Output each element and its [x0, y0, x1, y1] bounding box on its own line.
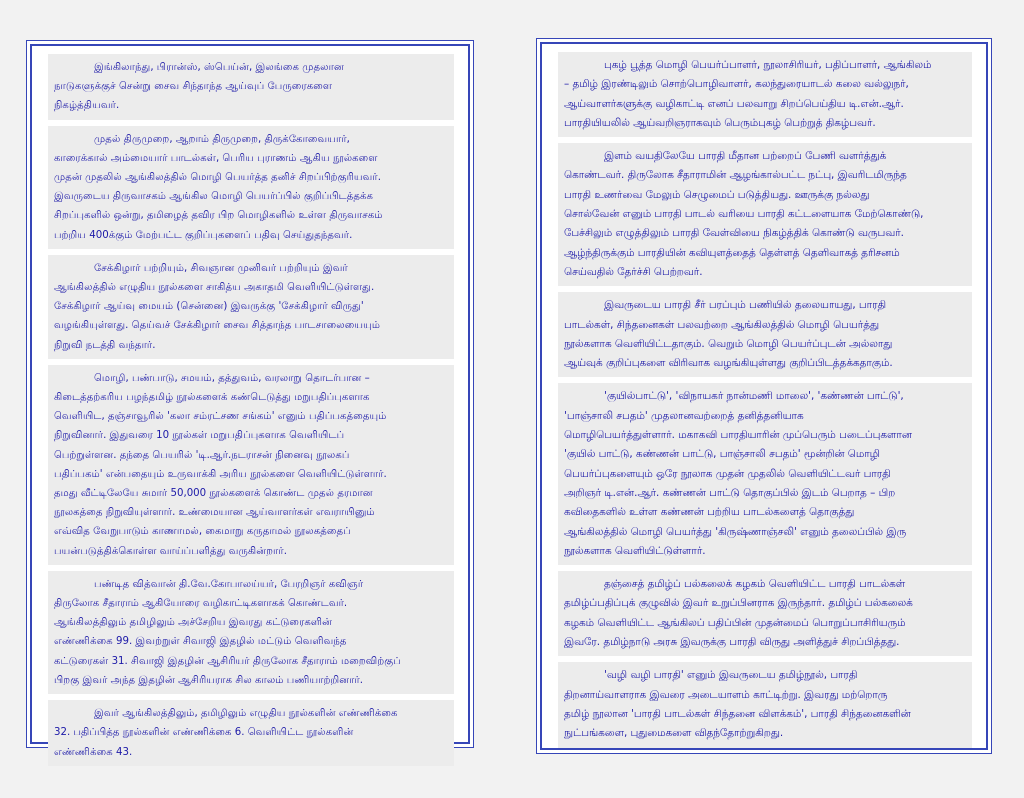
text-line: பண்டித வித்வான் தி.வே.கோபாலய்யர், பேரறிஞர் கவிஞர் [94, 578, 364, 590]
text-line: 'குயில்பாட்டு', 'விநாயகர் நான்மணி மாலை', 'கண்ணன் பாட்டு', [604, 390, 904, 403]
text-line: கவிதைகளில் உள்ள கண்ணன் பற்றிய பாடல்களைத் தொகுத்து [564, 506, 855, 519]
text-line: 'வழி வழி பாரதி' எனும் இவருடைய தமிழ்நூல், பாரதி [604, 669, 858, 682]
text-line: பேச்சிலும் எழுத்திலும் பாரதி வேள்வியை நிகழ்த்திக் கொண்டு வருபவர். [564, 227, 904, 240]
text-line: கொண்டவர். திருலோக சீதாராமின் ஆழங்கால்பட்ட நட்பு, இவரிடமிருந்த [564, 169, 907, 182]
text-line: – தமிழ் இரண்டிலும் சொற்பொழிவாளர், கலந்துரையாடல் கலை வல்லுநர், [564, 78, 909, 91]
text-line: இவரே. தமிழ்நாடு அரசு இவருக்கு பாரதி விருது அளித்துச் சிறப்பித்தது. [564, 636, 900, 649]
text-line: 'பாஞ்சாலி சபதம்' முதலானவற்றைத் தனித்தனியாக [564, 409, 804, 422]
text-line: கட்டுரைகள் 31. சிவாஜி இதழின் ஆசிரியர் திருலோக சீதாராம் மறைவிற்குப் [54, 655, 401, 667]
right-page-paragraphs [542, 44, 986, 748]
right-page [540, 42, 988, 750]
text-line: மொழி, பண்பாடு, சமயம், தத்துவம், வரலாறு தொடர்பான – [94, 372, 370, 384]
text-line: பயன்படுத்திக்கொள்ள வாய்ப்பளித்து வருகின்றார். [54, 545, 287, 557]
paragraph [48, 365, 454, 565]
text-line: கிடைத்தற்கரிய பழந்தமிழ் நூல்களைக் கண்டெடுத்து மறுபதிப்புகளாக [54, 392, 370, 404]
text-line: சிறப்புகளில் ஒன்று, தமிழைத் தவிர பிற மொழிகளில் உள்ள திருவாசகம் [54, 210, 383, 222]
text-line: நூல்களாக வெளியிட்டதாகும். வெறும் மொழி பெயர்ப்புடன் அல்லாது [564, 337, 893, 350]
text-line: முதன் முதலில் ஆங்கிலத்தில் மொழி பெயர்த்த தனிச் சிறப்பிற்குரியவர். [54, 172, 381, 184]
text-line: தமிழ் நூலான 'பாரதி பாடல்கள் சிந்தனை விளக்கம்', பாரதி சிந்தனைகளின் [564, 707, 911, 720]
text-line: மொழிபெயர்த்துள்ளார். மகாகவி பாரதியாரின் முப்பெரும் படைப்புகளான [564, 429, 912, 442]
text-line: நூலகத்தை நிறுவியுள்ளார். உண்மையான ஆய்வாளர்கள் எவராயினும் [54, 507, 375, 519]
text-line: இவருடைய பாரதி சீர் பரப்பும் பணியில் தலையாயது, பாரதி [604, 299, 886, 312]
text-line: பாரதி உணர்வை மேலும் செழுமைப் படுத்தியது. ஊருக்கு நல்லது [564, 188, 870, 201]
text-line: நாடுகளுக்குச் சென்று சைவ சிந்தாந்த ஆய்வுப் பேருரைகளை [54, 81, 333, 93]
text-line: எவ்வித வேறுபாடும் காணாமல், கைமாறு கருதாமல் நூலகத்தைப் [54, 526, 351, 538]
text-line: நிகழ்த்தியவர். [54, 100, 120, 112]
text-line: ஆழ்ந்திருக்கும் பாரதியின் கவியுளத்தைத் தெள்ளத் தெளிவாகத் தரிசனம் [564, 246, 900, 259]
text-line: இளம் வயதிலேயே பாரதி மீதான பற்றைப் பேணி வளர்த்துக் [604, 150, 887, 163]
text-line: நிறுவினார். இதுவரை 10 நூல்கள் மறுபதிப்புகளாக வெளியிடப் [54, 430, 345, 442]
text-line: திருலோக சீதாராம் ஆகியோரை வழிகாட்டிகளாகக் கொண்டவர். [54, 598, 348, 610]
text-line: எண்ணிக்கை 99. இவற்றுள் சிவாஜி இதழில் மட்டும் வெளிவந்த [54, 636, 347, 648]
left-page-paragraphs [32, 46, 468, 766]
paragraph [48, 255, 454, 359]
paragraph [48, 700, 454, 766]
text-line: இங்கிலாந்து, பிரான்ஸ், ஸ்பெய்ன், இலங்கை முதலான [94, 62, 344, 73]
text-line: பற்றிய 400க்கும் மேற்பட்ட குறிப்புகளைப் பதிவு செய்துதந்தவர். [54, 229, 353, 241]
text-line: ஆய்வுக் குறிப்புகளை விரிவாக வழங்கியுள்ளது குறிப்பிடத்தக்கதாகும். [564, 357, 893, 370]
text-line: வழங்கியுள்ளது. தெய்வச் சேக்கிழார் சைவ சித்தாந்த பாடசாலையையும் [54, 320, 381, 332]
text-line: நிறுவி நடத்தி வந்தார். [54, 339, 156, 351]
text-line: 32. பதிப்பித்த நூல்களின் எண்ணிக்கை 6. வெளியிட்ட நூல்களின் [54, 727, 354, 739]
text-line: இவர் ஆங்கிலத்திலும், தமிழிலும் எழுதிய நூல்களின் எண்ணிக்கை [94, 708, 398, 720]
text-line: ஆங்கிலத்தில் எழுதிய நூல்களை சாகித்ய அகாதமி வெளியிட்டுள்ளது. [54, 282, 375, 294]
paragraph [48, 126, 454, 249]
paragraph [48, 54, 454, 120]
text-line: பெயர்ப்புகளையும் ஒரே நூலாக முதன் முதலில் வெளியிட்டவர் பாரதி [564, 467, 891, 480]
text-line: பாரதியியலில் ஆய்வறிஞராகவும் பெரும்புகழ் பெற்றுத் திகழ்பவர். [564, 116, 876, 129]
text-line: தமிழ்ப்பதிப்புக் குழுவில் இவர் உறுப்பினராக இருந்தார். தமிழ்ப் பல்கலைக் [564, 597, 913, 610]
text-line: தமது வீட்டிலேயே சுமார் 50,000 நூல்களைக் கொண்ட முதல் தரமான [54, 488, 373, 500]
paragraph [558, 662, 972, 747]
text-line: அறிஞர் டி.என்.ஆர். கண்ணன் பாட்டு தொகுப்பில் இடம் பெறாத – பிற [564, 486, 896, 499]
paragraph [558, 383, 972, 565]
paragraph [558, 571, 972, 656]
text-line: இவருடைய திருவாசகம் ஆங்கில மொழி பெயர்ப்பில் குறிப்பிடத்தக்க [54, 191, 374, 203]
text-line: எண்ணிக்கை 43. [54, 746, 133, 758]
text-line: ஆங்கிலத்திலும் தமிழிலும் அச்சேறிய இவரது கட்டுரைகளின் [54, 617, 332, 629]
text-line: திறனாய்வாளராக இவரை அடையாளம் காட்டிற்று. இவரது மற்றொரு [564, 688, 888, 701]
text-line: சொல்வேன் எனும் பாரதி பாடல் வரியை பாரதி கட்டளையாக மேற்கொண்டு, [564, 208, 924, 221]
text-line: புகழ் பூத்த மொழி பெயர்ப்பாளர், நூலாசிரியர், பதிப்பாளர், ஆங்கிலம் [604, 59, 932, 71]
text-line: சேக்கிழார் பற்றியும், சிவஞான முனிவர் பற்றியும் இவர் [94, 262, 348, 274]
paragraph [558, 52, 972, 137]
text-line: கழகம் வெளியிட்ட ஆங்கிலப் பதிப்பின் முதன்மைப் பொறுப்பாசிரியரும் [564, 616, 906, 629]
text-line: செய்வதில் தேர்ச்சி பெற்றவர். [564, 265, 703, 278]
text-line: முதல் திருமுறை, ஆறாம் திருமுறை, திருக்கோவையார், [94, 133, 350, 145]
text-line: நூல்களாக வெளியிட்டுள்ளார். [564, 544, 706, 557]
paragraph [48, 571, 454, 694]
left-page [30, 44, 470, 758]
text-line: வெளியிட, தஞ்சாவூரில் 'கலா சம்ரட்சண சங்கம்' எனும் பதிப்பகத்தையும் [54, 411, 387, 423]
text-line: பதிப்பகம்' என்பதையும் உருவாக்கி அரிய நூல்களை வெளியிட்டுள்ளார். [54, 468, 387, 480]
text-line: ஆய்வாளர்களுக்கு வழிகாட்டி எனப் பலவாறு சிறப்பெய்திய டி.என்.ஆர். [564, 97, 904, 110]
text-line: பிறகு இவர் அந்த இதழின் ஆசிரியராக சில காலம் பணியாற்றினார். [54, 674, 364, 686]
text-line: பாடல்கள், சிந்தனைகள் பலவற்றை ஆங்கிலத்தில் மொழி பெயர்த்து [564, 318, 880, 331]
text-line: காரைக்கால் அம்மையார் பாடல்கள், பெரிய புராணம் ஆகிய நூல்களை [54, 152, 378, 164]
text-line: சேக்கிழார் ஆய்வு மையம் (சென்னை) இவருக்கு 'சேக்கிழார் விருது' [54, 301, 364, 313]
paragraph [558, 292, 972, 377]
text-line: 'குயில் பாட்டு, கண்ணன் பாட்டு, பாஞ்சாலி சபதம்' மூன்றின் மொழி [564, 448, 880, 461]
paragraph [558, 143, 972, 286]
text-line: பெற்றுள்ளன. தந்தை பெயரில் 'டி.ஆர்.நடராசன் நினைவு நூலகப் [54, 449, 350, 461]
text-line: நுட்பங்களை, புதுமைகளை விதந்தோற்றுகிறது. [564, 727, 784, 740]
text-line: ஆங்கிலத்தில் மொழி பெயர்த்து 'கிருஷ்ணாஞ்சலி' எனும் தலைப்பில் இரு [564, 525, 907, 538]
text-line: தஞ்சைத் தமிழ்ப் பல்கலைக் கழகம் வெளியிட்ட பாரதி பாடல்கள் [604, 578, 906, 591]
